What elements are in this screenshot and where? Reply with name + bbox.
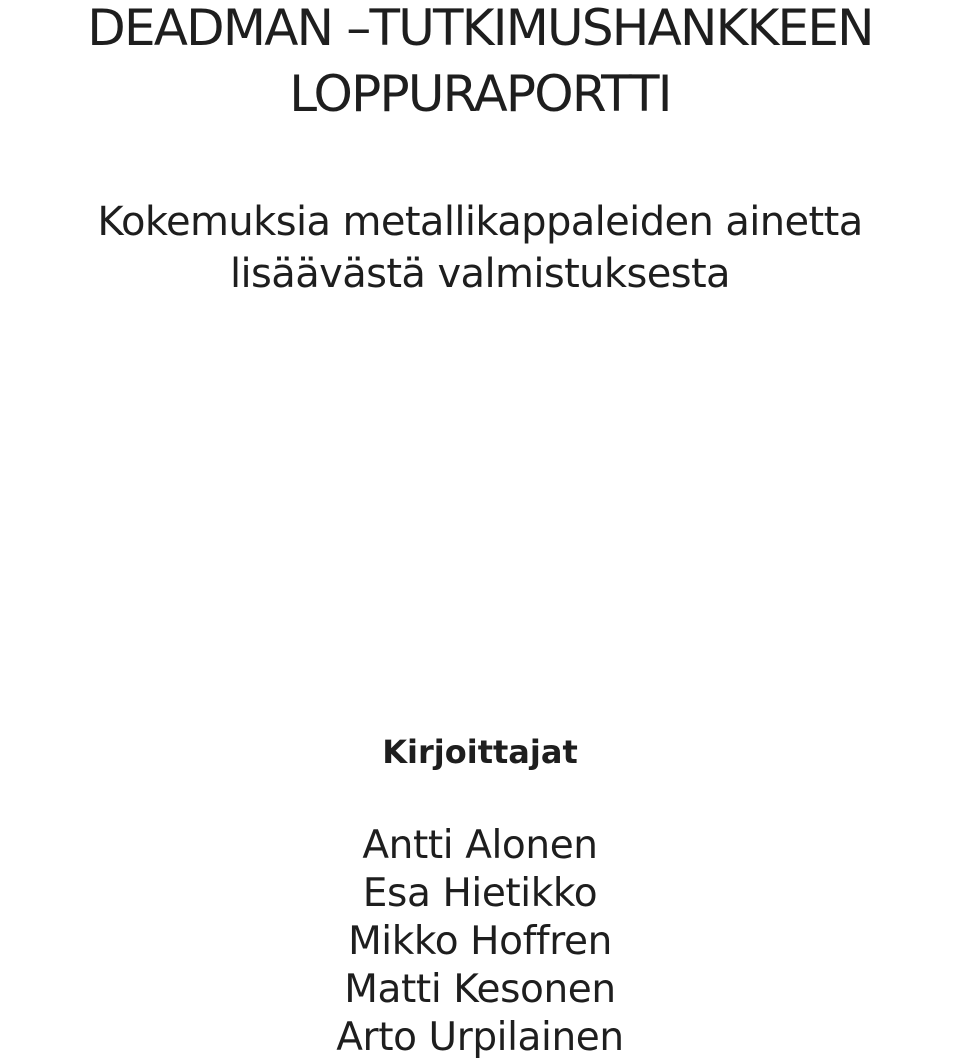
author-name: Esa Hietikko [362, 871, 598, 916]
author-name: Matti Kesonen [344, 967, 616, 1012]
report-subtitle [0, 196, 960, 300]
author-name: Arto Urpilainen [336, 1015, 624, 1060]
report-title [0, 0, 960, 127]
report-title-line-2: LOPPURAPORTTI [289, 65, 671, 123]
author-name: Antti Alonen [362, 823, 598, 868]
report-subtitle-line-2: lisäävästä valmistuksesta [230, 251, 730, 297]
report-subtitle-line-1: Kokemuksia metallikappaleiden ainetta [97, 199, 863, 245]
author-name: Mikko Hoffren [348, 919, 612, 964]
authors-heading: Kirjoittajat [382, 733, 578, 771]
report-title-line-1: DEADMAN –TUTKIMUSHANKKEEN [87, 0, 873, 57]
authors-section [0, 728, 960, 1062]
